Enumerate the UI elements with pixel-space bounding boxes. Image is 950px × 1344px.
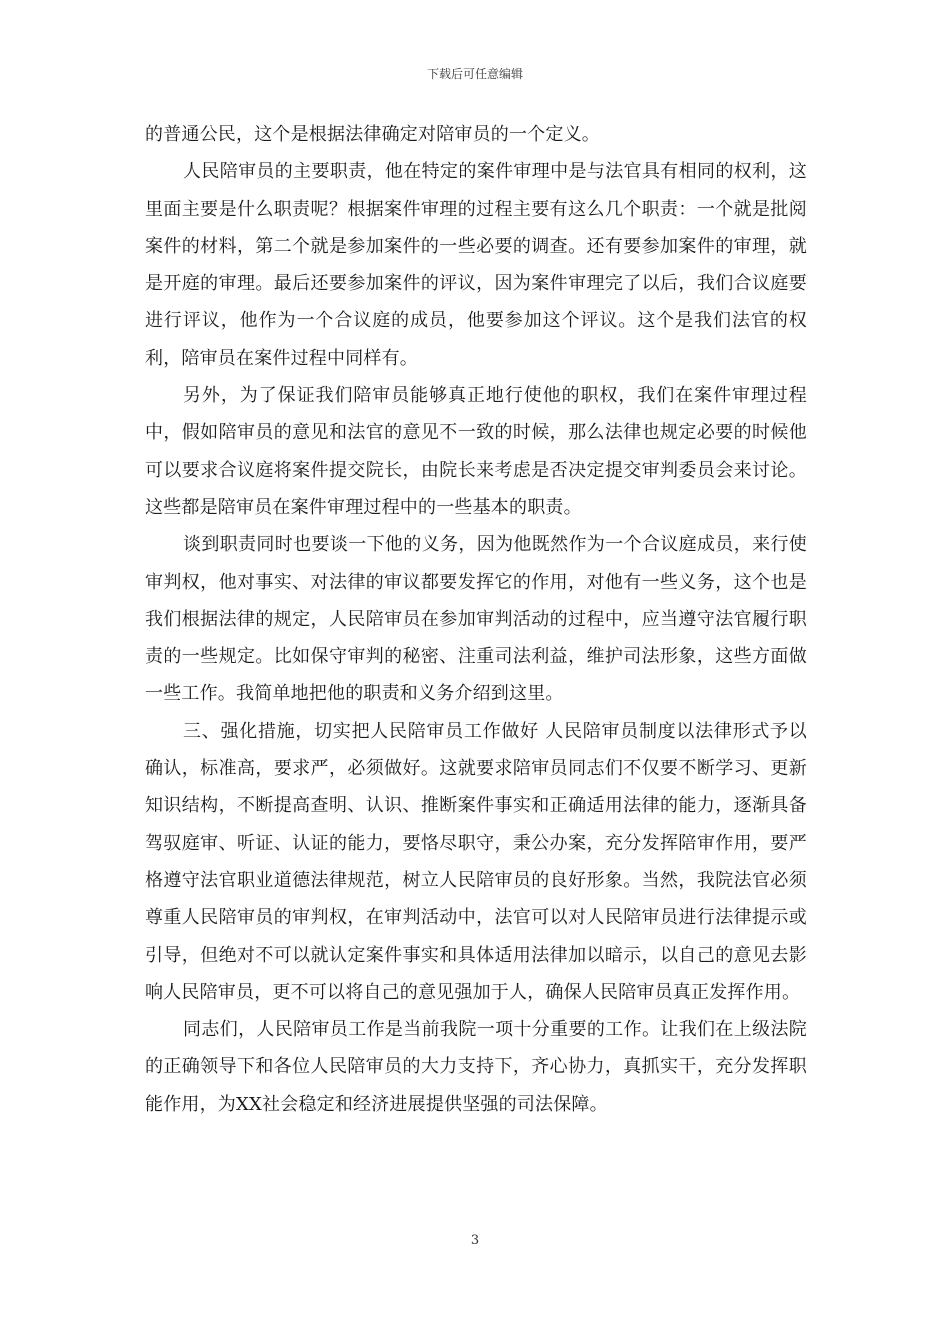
document-body — [145, 116, 807, 1123]
page-header: 下载后可任意编辑 — [426, 67, 523, 81]
paragraph-duties: 人民陪审员的主要职责，他在特定的案件审理中是与法官具有相同的权利，这里面主要是什么职责呢？根据案件审理的过程主要有这么几个职责：一个就是批阅案件的材料，第二个就是参加案件的一些必要的调查。还有要参加案件的审理，就是开庭的审理。最后还要参加案件的评议，因为案件审理完了以后，我们合议庭要进行评议，他作为一个合议庭的成员，他要参加这个评议。这个是我们法官的权利，陪审员在案件过程中同样有。 — [145, 161, 807, 369]
paragraph-obligations: 谈到职责同时也要谈一下他的义务，因为他既然作为一个合议庭成员，来行使审判权，他对事实、对法律的审议都要发挥它的作用，对他有一些义务，这个也是我们根据法律的规定，人民陪审员在参加审判活动的过程中，应当遵守法官履行职责的一些规定。比如保守审判的秘密、注重司法利益，维护司法形象，这些方面做一些工作。我简单地把他的职责和义务介绍到这里。 — [145, 534, 807, 705]
page-number: 3 — [470, 1233, 480, 1248]
paragraph-closing: 同志们，人民陪审员工作是当前我院一项十分重要的工作。让我们在上级法院的正确领导下和各位人民陪审员的大力支持下，齐心协力，真抓实干，充分发挥职能作用，为XX社会稳定和经济进展提供坚强的司法保障。 — [145, 1019, 807, 1115]
paragraph-measures: 三、强化措施，切实把人民陪审员工作做好 人民陪审员制度以法律形式予以确认，标准高，要求严，必须做好。这就要求陪审员同志们不仅要不断学习、更新知识结构，不断提高查明、认识、推断案件事实和正确适用法律的能力，逐渐具备驾驭庭审、听证、认证的能力，要恪尽职守，秉公办案，充分发挥陪审作用，要严格遵守法官职业道德法律规范，树立人民陪审员的良好形象。当然，我院法官必须尊重人民陪审员的审判权，在审判活动中，法官可以对人民陪审员进行法律提示或引导，但绝对不可以就认定案件事实和具体适用法律加以暗示，以自己的意见去影响人民陪审员，更不可以将自己的意见强加于人，确保人民陪审员真正发挥作用。 — [145, 720, 807, 1003]
paragraph-powers: 另外，为了保证我们陪审员能够真正地行使他的职权，我们在案件审理过程中，假如陪审员的意见和法官的意见不一致的时候，那么法律也规定必要的时候他可以要求合议庭将案件提交院长，由院长来考虑是否决定提交审判委员会来讨论。这些都是陪审员在案件审理过程中的一些基本的职责。 — [145, 385, 807, 518]
paragraph-continuation: 的普通公民，这个是根据法律确定对陪审员的一个定义。 — [145, 124, 600, 145]
